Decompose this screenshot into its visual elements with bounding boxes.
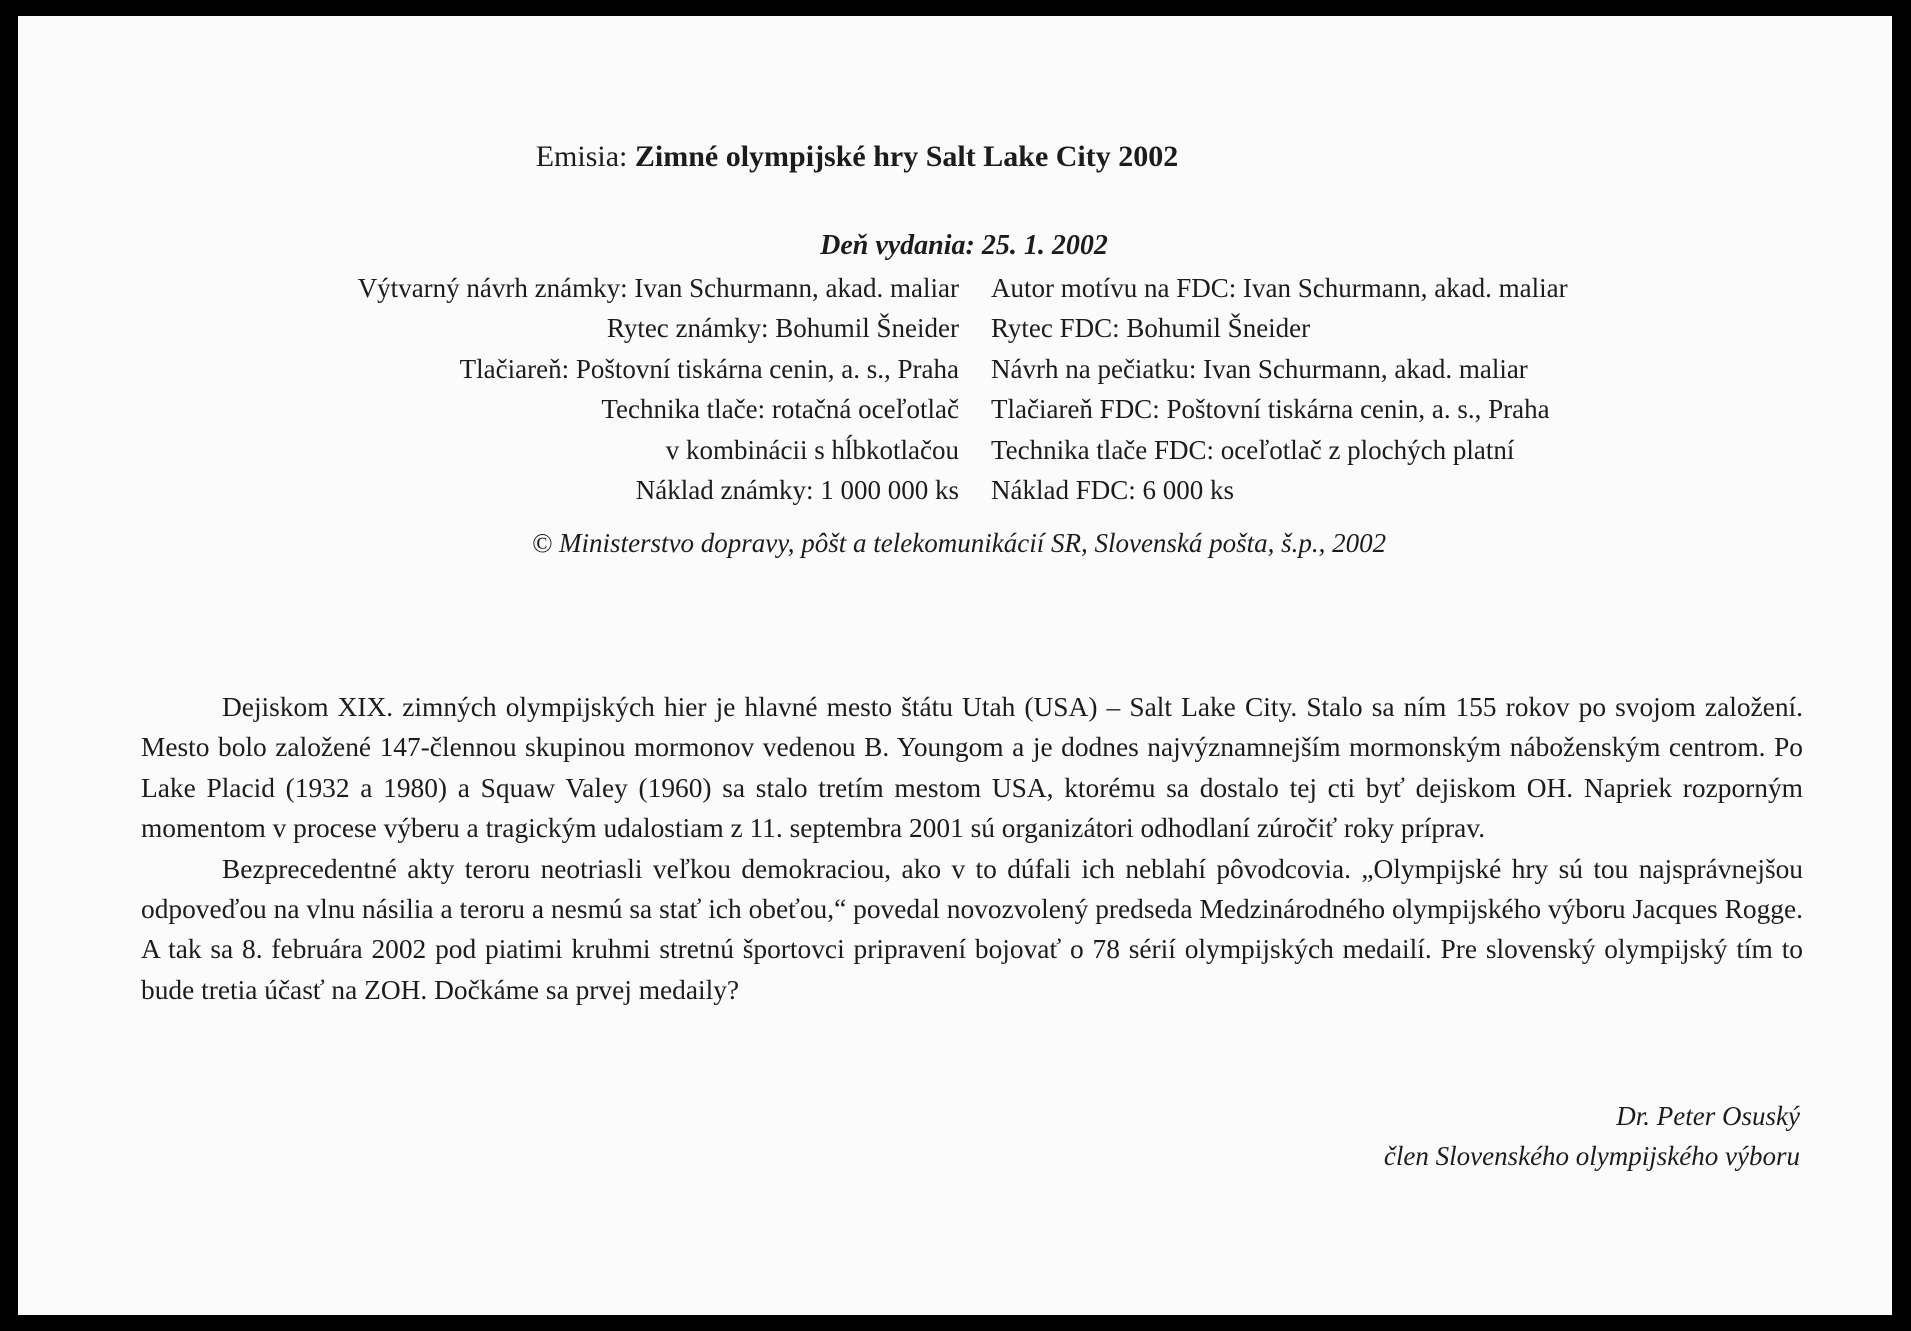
- emission-label: Emisia:: [535, 140, 628, 173]
- stamp-printer-line: Tlačiareň: Poštovní tiskárna cenin, a. s., Praha: [459, 353, 959, 384]
- fdc-technique-line: Technika tlače FDC: oceľotlač z plochých platní: [991, 434, 1515, 465]
- fdc-details-column: [991, 268, 1568, 510]
- fdc-engraver-line: Rytec FDC: Bohumil Šneider: [991, 313, 1311, 344]
- paragraph-1: Dejiskom XIX. zimných olympijských hier je hlavné mesto štátu Utah (USA) – Salt Lake City. Stalo sa ním 155 rokov po svojom založení. Mesto bolo založené 147-člennou skupinou mormonov vedenou B. Youngom a je dodnes najvýznamnejším mormonským náboženským centrom. Po Lake Placid (1932 a 1980) a Squaw Valey (1960) sa stalo tretím mestom USA, ktorému sa dostalo tej cti byť dejiskom OH. Napriek rozporným momentom v procese výberu a tragickým udalostiam z 11. septembra 2001 sú organizátori odhodlaní zúročiť roky príprav.: [141, 692, 1803, 844]
- stamp-technique-line: Technika tlače: rotačná oceľotlač: [601, 394, 959, 425]
- stamp-engraver-line: Rytec známky: Bohumil Šneider: [606, 313, 959, 344]
- signature-block: [1384, 1096, 1800, 1176]
- signature-name: Dr. Peter Osuský: [1616, 1101, 1800, 1131]
- emission-heading: [0, 138, 1794, 176]
- document-card: [18, 16, 1892, 1315]
- signature-role: člen Slovenského olympijského výboru: [1383, 1141, 1800, 1171]
- body-text: [141, 687, 1803, 1010]
- copyright-line: © Ministerstvo dopravy, pôšt a telekomunikácií SR, Slovenská pošta, š.p., 2002: [531, 528, 1387, 558]
- stamp-design-line: Výtvarný návrh známky: Ivan Schurmann, akad. maliar: [357, 273, 959, 303]
- issue-date-line: [27, 229, 1901, 263]
- stamp-technique-line-2: v kombinácii s hĺbkotlačou: [665, 434, 959, 465]
- postmark-design-line: Návrh na pečiatku: Ivan Schurmann, akad. maliar: [991, 353, 1528, 384]
- stamp-details-column: [358, 268, 959, 510]
- issue-date-label: Deň vydania:: [820, 230, 975, 261]
- issue-date-value: 25. 1. 2002: [981, 230, 1108, 261]
- stamp-print-run-line: Náklad známky: 1 000 000 ks: [635, 475, 959, 506]
- fdc-printer-line: Tlačiareň FDC: Poštovní tiskárna cenin, a. s., Praha: [991, 394, 1550, 425]
- paragraph-2: Bezprecedentné akty teroru neotriasli veľkou demokraciou, ako v to dúfali ich neblahí pôvodcovia. „Olympijské hry sú tou najsprávnejšou odpoveďou na vlnu násilia a teroru a nesmú sa stať ich obeťou,“ povedal novozvolený predseda Medzinárodného olympijského výboru Jacques Rogge. A tak sa 8. februára 2002 pod piatimi kruhmi stretnú športovci pripravení bojovať o 78 sérií olympijských medailí. Pre slovenský olympijský tím to bude tretia účasť na ZOH. Dočkáme sa prvej medaily?: [141, 853, 1803, 1005]
- emission-title: Zimné olympijské hry Salt Lake City 2002: [634, 140, 1179, 173]
- fdc-author-line: Autor motívu na FDC: Ivan Schurmann, akad. maliar: [991, 273, 1568, 303]
- fdc-print-run-line: Náklad FDC: 6 000 ks: [991, 475, 1234, 506]
